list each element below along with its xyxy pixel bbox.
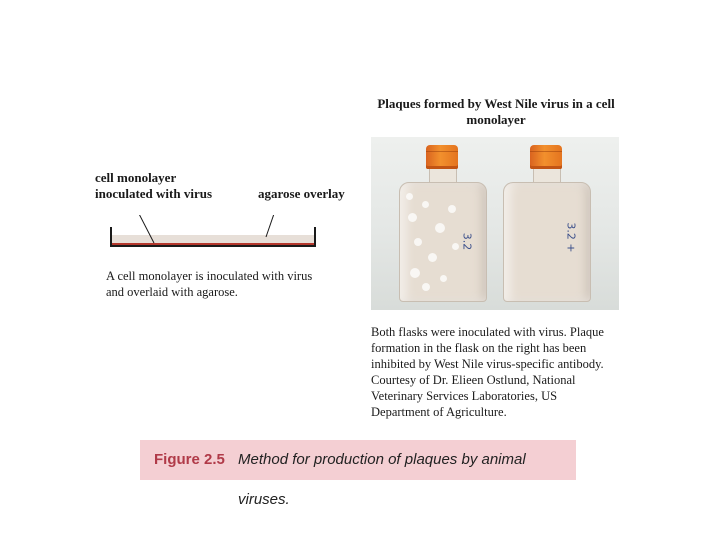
diagram-caption: [106, 268, 312, 300]
flask-without-plaques: [503, 182, 591, 302]
figure-caption-text: Method for production of plaques by animal viruses.: [238, 451, 526, 508]
photo-caption-line: Both flasks were inoculated with virus. Plaque: [371, 325, 604, 339]
overlay-leader-line: [266, 215, 276, 237]
photo-caption-line: Veterinary Services Laboratories, US: [371, 389, 558, 403]
monolayer-label-line2: inoculated with virus: [95, 186, 213, 201]
photo-title-line1: Plaques formed by West Nile virus in a cell: [377, 96, 615, 111]
figure-caption-bar: [140, 440, 576, 508]
flask-right-label: 3.2 +: [564, 222, 578, 253]
diagram-caption-line1: A cell monolayer is inoculated with virus: [106, 269, 313, 283]
photo-caption-line: formation in the flask on the right has been: [371, 341, 587, 355]
agarose-overlay-label: agarose overlay: [258, 186, 345, 201]
flask-cap-left: [426, 145, 458, 169]
flask-left-label: 3.2: [460, 232, 474, 251]
flask-cap-right: [530, 145, 562, 169]
photo-caption: [371, 324, 627, 420]
flasks-photo: [371, 137, 619, 310]
figure-number: Figure 2.5: [154, 451, 225, 468]
photo-caption-line: Department of Agriculture.: [371, 405, 507, 419]
photo-title: [368, 96, 624, 128]
photo-title-line2: monolayer: [466, 112, 526, 127]
flask-with-plaques: [399, 182, 487, 302]
photo-caption-line: Courtesy of Dr. Elieen Ostlund, National: [371, 373, 576, 387]
photo-caption-line: inhibited by West Nile virus-specific antibody.: [371, 357, 604, 371]
monolayer-label: [95, 170, 212, 202]
culture-dish-diagram: [104, 215, 324, 255]
monolayer-label-line1: cell monolayer: [95, 170, 177, 185]
diagram-caption-line2: and overlaid with agarose.: [106, 285, 238, 299]
